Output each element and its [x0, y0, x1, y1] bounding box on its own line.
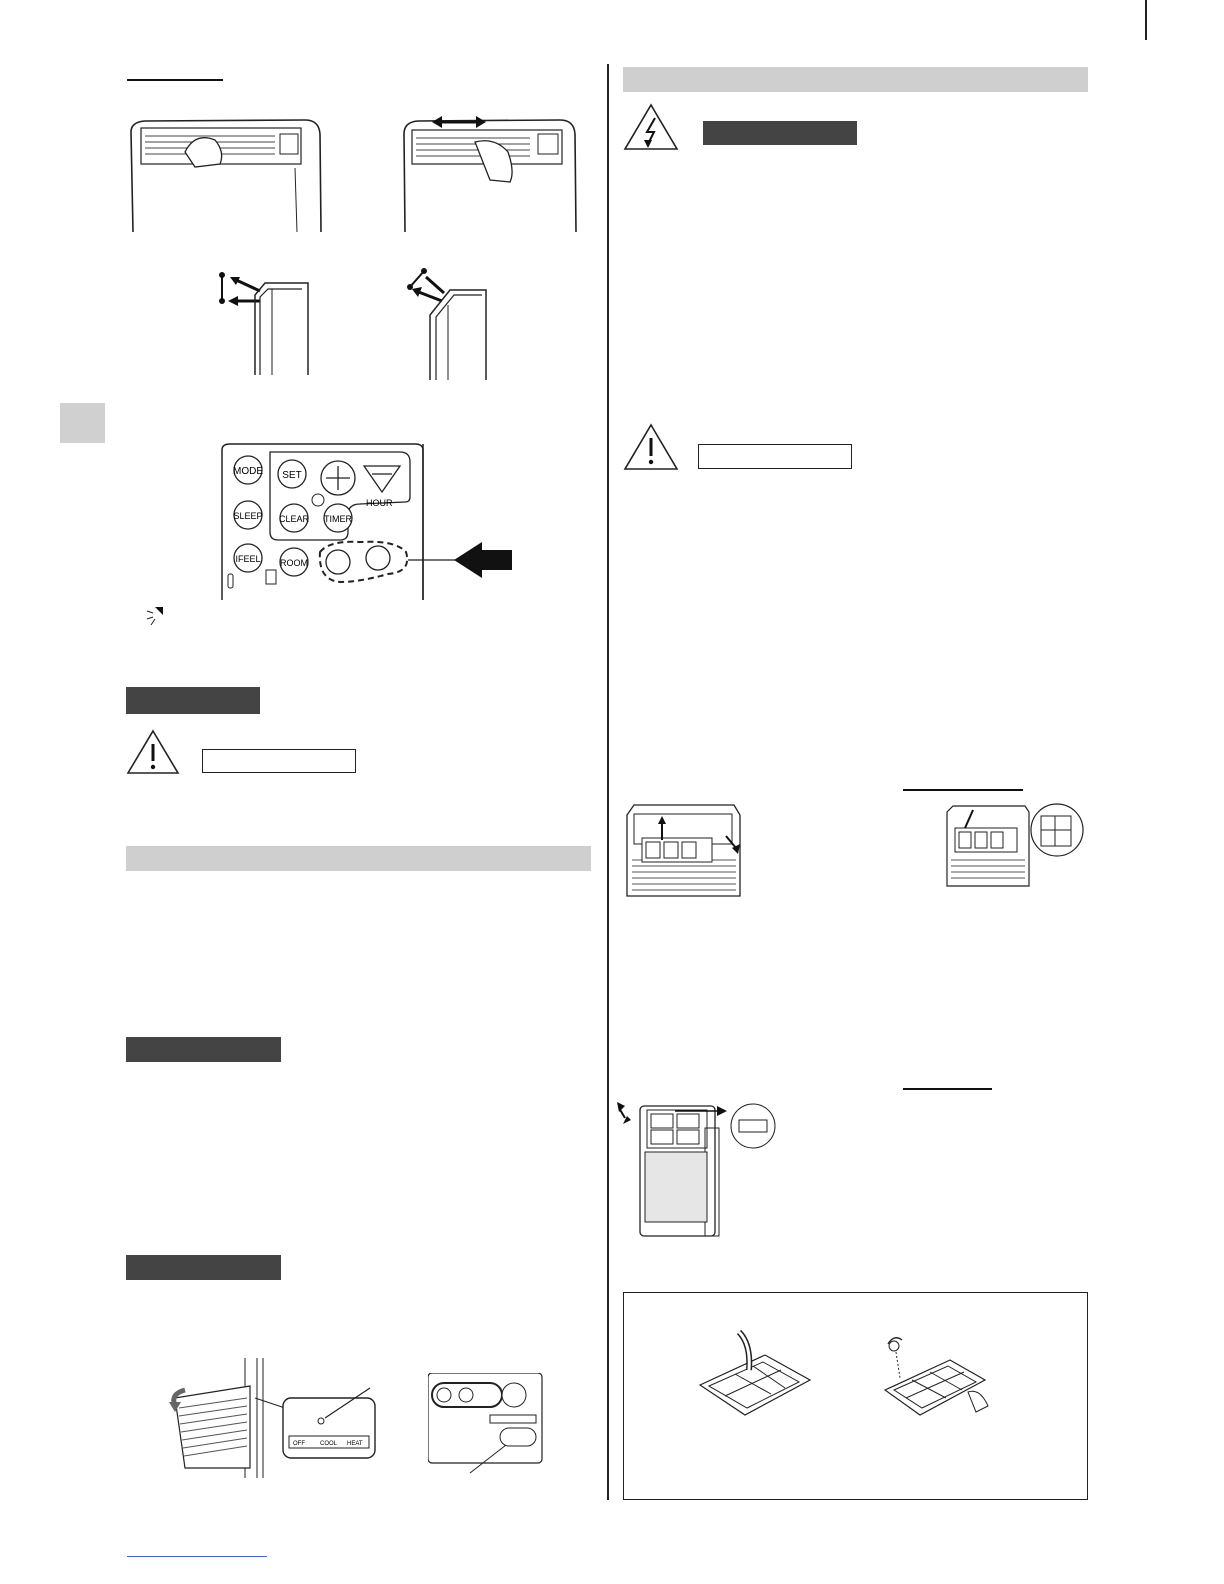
- panel-cool-label: COOL: [320, 1441, 338, 1447]
- clock-icon: [312, 494, 324, 506]
- heading-underline: [903, 789, 1023, 791]
- thermometer-icon: [228, 574, 233, 588]
- filter-remove-illustration: [622, 800, 747, 902]
- top-margin-rule: [1145, 0, 1147, 40]
- filter-front-panel-illustration: [615, 1100, 780, 1240]
- caution-icon: [622, 422, 680, 472]
- filter-reinstall-illustration: [945, 800, 1085, 890]
- louver-angle-diagram-right: [400, 265, 510, 385]
- remote-control-diagram: [220, 442, 520, 600]
- louver-angle-diagram-left: [210, 265, 320, 380]
- swing-indicator-icon: [145, 605, 167, 629]
- section-heading-bar: [126, 846, 591, 871]
- column-divider: [607, 64, 609, 1500]
- filter-wash-illustration: [880, 1330, 1000, 1435]
- section-tag-dark: [126, 1037, 281, 1062]
- caution-label-box: [698, 444, 852, 469]
- section-tag-dark: [126, 1255, 281, 1280]
- section-tag-dark: [126, 687, 260, 714]
- room-icon: [266, 570, 276, 584]
- mode-switch[interactable]: [500, 1428, 536, 1446]
- filter-cleaning-box: [623, 1292, 1088, 1500]
- swing-button[interactable]: [326, 550, 350, 574]
- unit-control-door-illustration: [165, 1358, 395, 1478]
- caution-icon: [125, 728, 181, 776]
- clear-button-label: CLEAR: [278, 514, 310, 524]
- footer-link-line: [127, 1556, 267, 1557]
- timer-button-label: TIMER: [324, 514, 352, 524]
- hour-label: HOUR: [366, 498, 393, 508]
- section-side-tab: [60, 403, 105, 443]
- louver-button[interactable]: [366, 546, 390, 570]
- heading-underline: [127, 79, 223, 81]
- minus-button[interactable]: [364, 466, 400, 492]
- pointer-arrow: [454, 542, 512, 578]
- electrical-hazard-icon: [622, 102, 680, 152]
- panel-off-label: OFF: [293, 1441, 305, 1447]
- heading-underline: [903, 1088, 992, 1090]
- caution-label-box: [202, 749, 356, 773]
- ifeel-button-label: IFEEL: [235, 554, 261, 564]
- unit-louver-slide-illustration: [400, 112, 580, 237]
- room-button-label: ROOM: [280, 558, 308, 568]
- filter-vacuum-illustration: [695, 1330, 815, 1430]
- unit-louver-adjust-illustration: [125, 112, 325, 237]
- mode-switch-panel: [428, 1373, 543, 1478]
- sleep-button-label: SLEEP: [233, 511, 263, 521]
- section-heading-bar: [623, 67, 1088, 92]
- mode-button-label: MODE: [233, 466, 263, 477]
- warning-label-dark: [703, 121, 857, 145]
- panel-heat-label: HEAT: [347, 1441, 363, 1447]
- set-button-label: SET: [282, 470, 302, 481]
